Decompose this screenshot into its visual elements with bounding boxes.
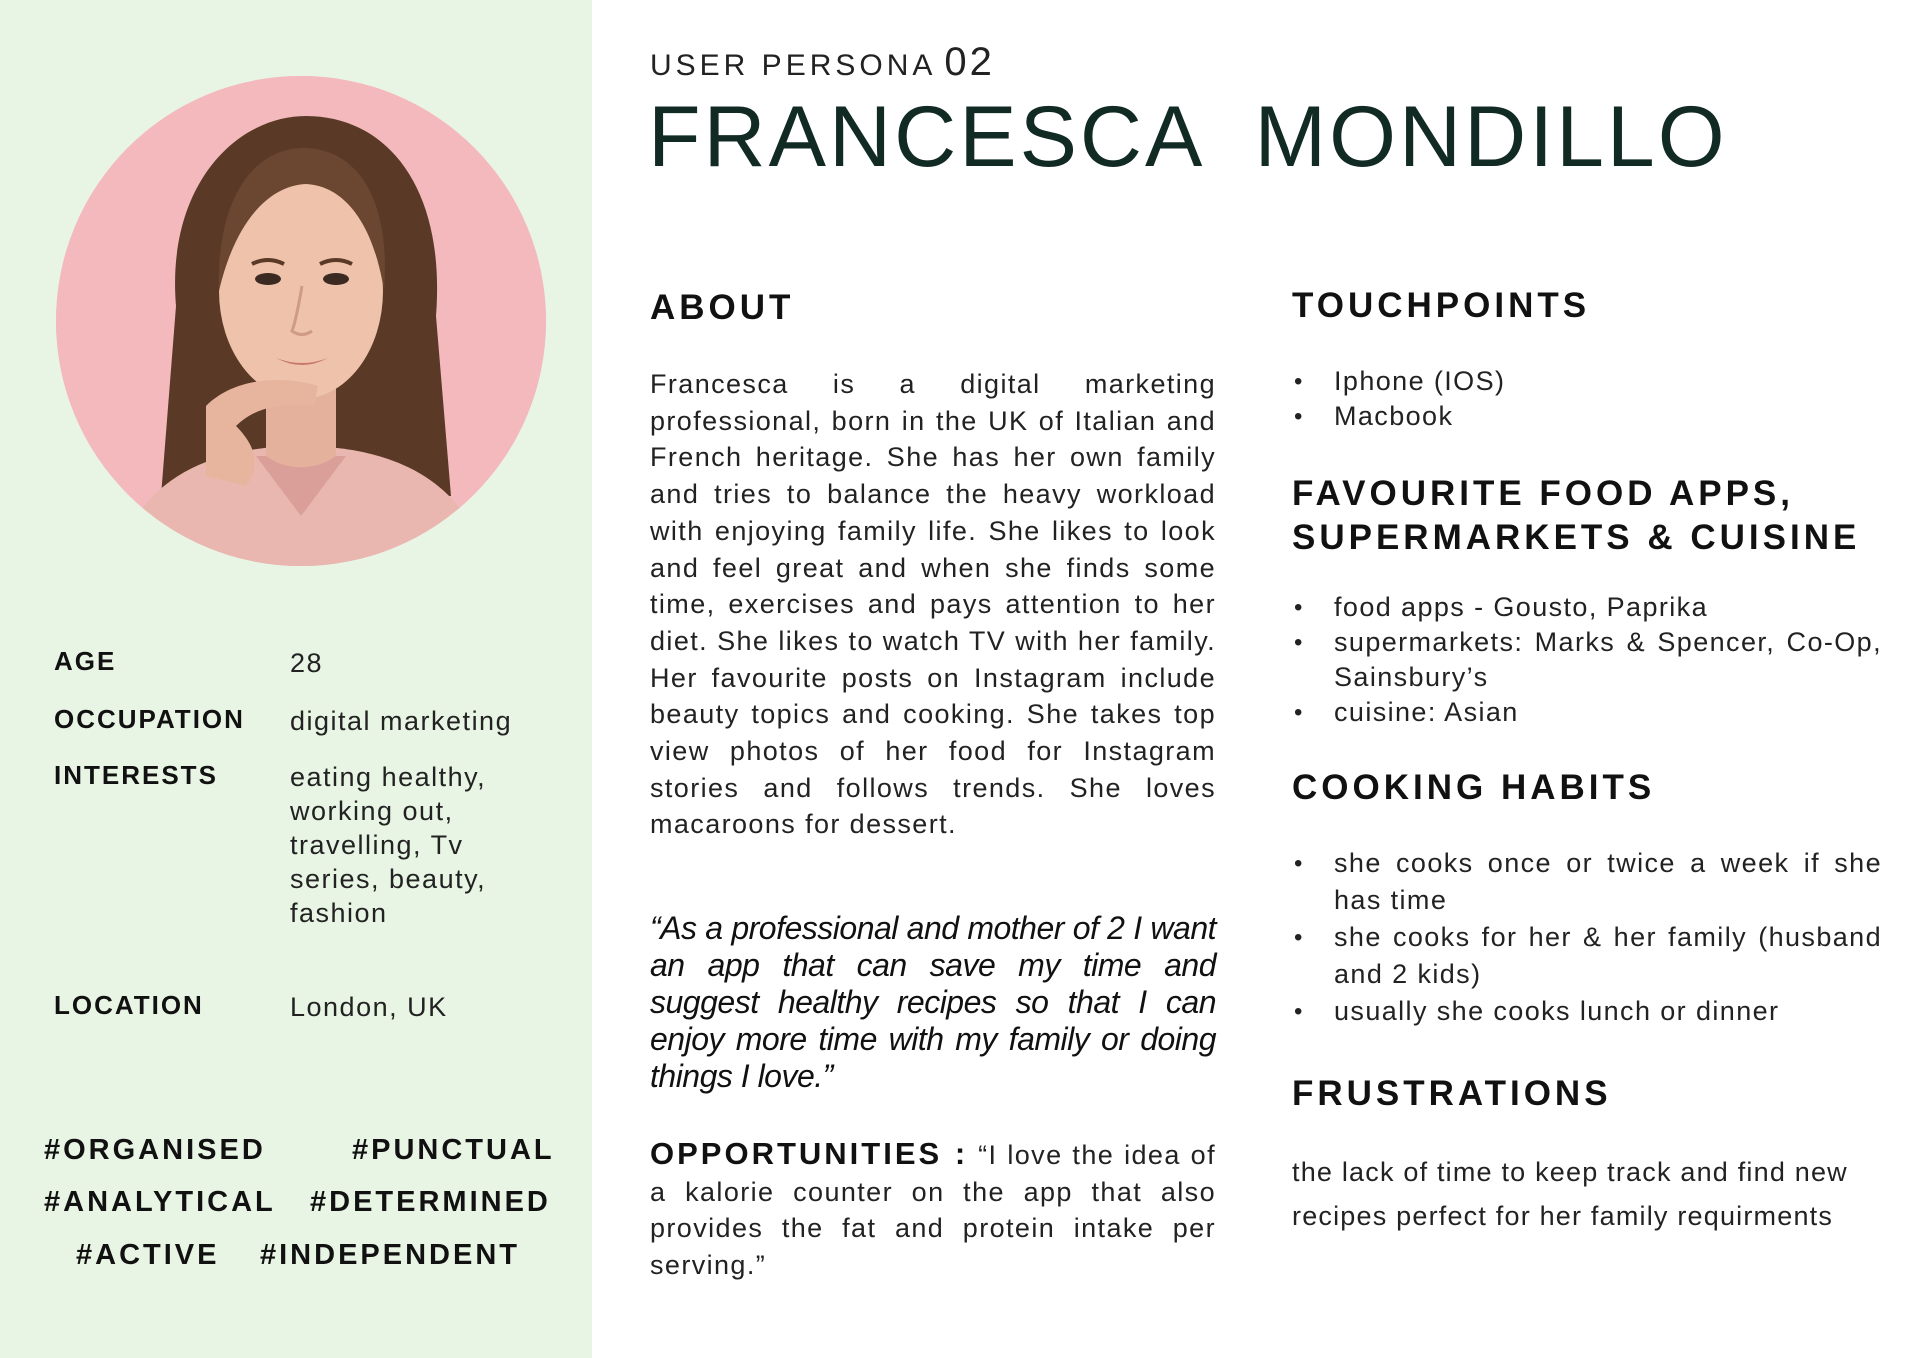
persona-label (650, 40, 995, 85)
tag: #ACTIVE (76, 1239, 220, 1271)
fact-label: OCCUPATION (54, 704, 245, 734)
persona-quote: “As a professional and mother of 2 I want an app that can save my time and suggest healthy recipes so that I can enjoy more time with my family or doing things I love.” (650, 910, 1216, 1094)
list-item: • Iphone (IOS) (1292, 364, 1882, 399)
tag: #INDEPENDENT (260, 1239, 520, 1271)
favourites-list (1292, 590, 1882, 730)
portrait-photo (56, 76, 546, 566)
list-item: • cuisine: Asian (1292, 695, 1882, 730)
about-text: Francesca is a digital marketing professional, born in the UK of Italian and French heritage. She has her own family and tries to balance the heavy workload with enjoying family life. She likes to look and feel great and when she finds some time, exercises and pays attention to her diet. She likes to watch TV with her family. Her favourite posts on Instagram include beauty topics and cooking. She takes top view photos of her food for Instagram stories and follows trends. She loves macaroons for dessert. (650, 369, 1216, 840)
opportunities-text: “I love the idea of a kalorie counter on the app that also provides the fat and protein intake per serving.” (650, 1140, 1216, 1281)
list-item: • she cooks for her & her family (husband and 2 kids) (1292, 919, 1882, 993)
fact-label: INTERESTS (54, 760, 218, 790)
touchpoints-list (1292, 364, 1882, 434)
frustrations-heading: FRUSTRATIONS (1292, 1074, 1612, 1113)
portrait-illustration (56, 76, 546, 566)
fact-value: London, UK (290, 992, 448, 1022)
tag: #ORGANISED (44, 1134, 266, 1166)
tag: #PUNCTUAL (352, 1134, 555, 1166)
favourites-heading-line: FAVOURITE FOOD APPS, (1292, 474, 1794, 513)
fact-label: LOCATION (54, 990, 204, 1020)
profile-sidebar (0, 0, 592, 1358)
list-item: • food apps - Gousto, Paprika (1292, 590, 1882, 625)
list-item: • she cooks once or twice a week if she has time (1292, 845, 1882, 919)
fact-value: 28 (290, 648, 324, 678)
touchpoints-heading: TOUCHPOINTS (1292, 286, 1591, 325)
about-heading: ABOUT (650, 288, 795, 327)
list-item: • Macbook (1292, 399, 1882, 434)
fact-label: AGE (54, 646, 117, 676)
fact-value: digital marketing (290, 706, 513, 736)
persona-number: 02 (944, 40, 995, 84)
favourites-heading (1292, 472, 1860, 560)
opportunities (650, 1136, 1216, 1284)
list-item: • usually she cooks lunch or dinner (1292, 993, 1882, 1030)
tag: #ANALYTICAL (44, 1186, 276, 1218)
frustrations-text: the lack of time to keep track and find new recipes perfect for her family requirments (1292, 1157, 1848, 1231)
fact-value: eating healthy, working out, travelling, Tv series, beauty, fashion (290, 762, 487, 928)
favourites-heading-line: SUPERMARKETS & CUISINE (1292, 518, 1861, 557)
persona-name: FRANCESCA MONDILLO (648, 89, 1728, 185)
list-item: • supermarkets: Marks & Spencer, Co-Op, Sainsbury’s (1292, 625, 1882, 695)
persona-label-text: USER PERSONA (650, 49, 937, 82)
tag: #DETERMINED (310, 1186, 551, 1218)
cooking-habits-list (1292, 845, 1882, 1030)
opportunities-label: OPPORTUNITIES : (650, 1136, 969, 1171)
cooking-habits-heading: COOKING HABITS (1292, 768, 1656, 807)
